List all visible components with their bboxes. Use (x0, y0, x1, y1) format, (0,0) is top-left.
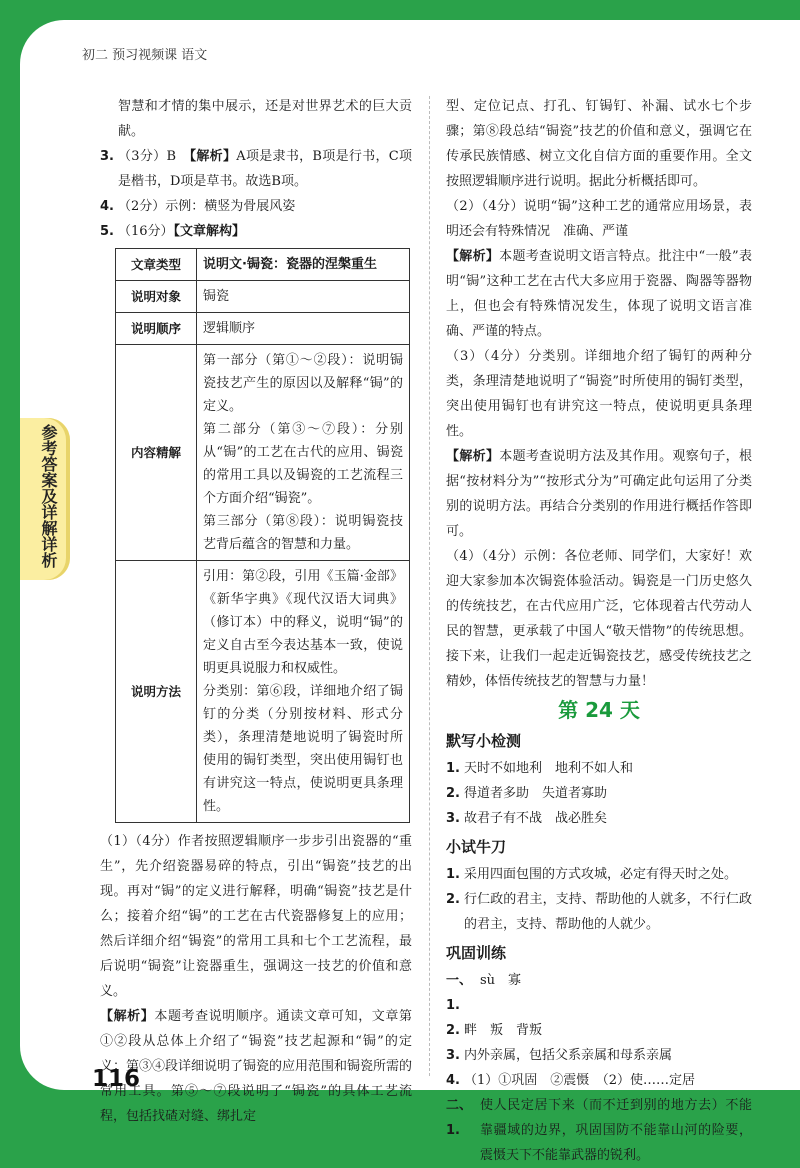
section-title-consolidation: 巩固训练 (446, 944, 507, 962)
analysis-continuation: 型、定位记点、打孔、钉锔钉、补漏、试水七个步骤；第⑧段总结“锔瓷”技艺的价值和意义，强调它在传承民族情感、树立文化自信方面的重要作用。全文按照逻辑顺序进行说明。据此分析概括即可。 (446, 99, 752, 189)
table-value: 逻辑顺序 (197, 313, 410, 345)
question-5 (100, 219, 412, 244)
list-item (446, 806, 752, 831)
list-item (446, 1043, 752, 1068)
analysis-text: 本题考查说明方法及其作用。观察句子，根据“按材料分为”“按形式分为”可确定此句运用了分类别的说明方法。再结合分类别的作用进行概括作答即可。 (446, 449, 752, 539)
table-label: 内容精解 (116, 345, 197, 561)
analysis-text: 本题考查说明顺序。通读文章可知，文章第①②段从总体上介绍了“锔瓷”技艺起源和“锔”的定义；第③④段详细说明了锔瓷的应用范围和锔瓷所需的常用工具。第⑤～⑦段说明了“锔瓷”的具体工艺流程，包括找碴对缝、绑扎定 (100, 1009, 413, 1124)
subquestion-1-analysis (100, 1004, 412, 1129)
analysis-tag: 【解析】 (100, 1009, 155, 1024)
item-number: 一、1. (446, 973, 473, 1013)
subquestion-3-analysis (446, 444, 752, 544)
question-4 (100, 194, 412, 219)
table-label: 说明顺序 (116, 313, 197, 345)
section-title-practice: 小试牛刀 (446, 838, 507, 856)
table-row (116, 345, 410, 561)
content-part-3: 第三部分（第⑧段）：说明锔瓷技艺背后蕴含的智慧和力量。 (203, 514, 403, 552)
list-item (446, 968, 752, 1018)
item-number: 4. (446, 1073, 460, 1088)
item-text: 故君子有不战 战必胜矣 (464, 811, 608, 826)
method-quote: 引用：第②段，引用《玉篇·金部》《新华字典》《现代汉语大词典》（修订本）中的释义，说明“锔”的定义自古至今表达基本一致，使说明更具说服力和权威性。 (203, 569, 403, 676)
analysis-text: 本题考查说明文语言特点。批注中“一般”表明“锔”这种工艺在古代大多应用于瓷器、陶器等器物上，但也会有特殊情况发生，体现了说明文语言准确、严谨的特点。 (446, 249, 752, 339)
answer-prefix: （16分） (118, 224, 174, 239)
table-row (116, 561, 410, 823)
table-row (116, 281, 410, 313)
item-number: 1. (446, 761, 460, 776)
item-number: 2. (446, 786, 460, 801)
answer-section-tab (20, 418, 70, 580)
content-part-1: 第一部分（第①～②段）：说明锔瓷技艺产生的原因以及解释“锔”的定义。 (203, 353, 403, 414)
structure-tag: 【文章解构】 (173, 224, 246, 239)
item-number: 3. (446, 811, 460, 826)
list-item (446, 887, 752, 937)
subquestion-4-answer: （4）（4分）示例：各位老师、同学们，大家好！欢迎大家参加本次锔瓷体验活动。锔瓷是一门历史悠久的传统技艺，在古代应用广泛，它体现着古代劳动人民的智慧，更承载了中国人“敬天惜物”的传统思想。接下来，让我们一起走近锔瓷技艺，感受传统技艺之精妙，体悟传统技艺的智慧与力量！ (446, 549, 752, 689)
answer-text: （2分）示例：横竖为骨展风姿 (118, 199, 296, 214)
table-label: 文章类型 (116, 249, 197, 281)
item-text: 内外亲属，包括父系亲属和母系亲属 (464, 1048, 673, 1063)
item-number: 二、1. (446, 1098, 473, 1138)
analysis-tag: 【解析】 (446, 449, 500, 464)
header-title: 初二 预习视频课 语文 (82, 48, 208, 63)
item-text: sù 寡 (480, 973, 522, 988)
right-column (446, 94, 752, 1168)
answer-prefix: （3分）B (118, 149, 190, 164)
carry-over-text: 智慧和才情的集中展示，还是对世界艺术的巨大贡献。 (118, 99, 412, 139)
side-tab-label: 参考答案及详解详析 (39, 424, 58, 568)
item-number: 1. (446, 867, 460, 882)
subquestion-1-answer: （1）（4分）作者按照逻辑顺序一步步引出瓷器的“重生”，先介绍瓷器易碎的特点，引出“锔瓷”技艺的出现。再对“锔”的定义进行解释，明确“锔瓷”技艺是什么；接着介绍“锔”的工艺在古代瓷器修复上的应用；然后详细介绍“锔瓷”的常用工具和七个工艺流程，最后说明“锔瓷”让瓷器重生，强调这一技艺的价值和意义。 (100, 834, 412, 999)
analysis-tag: 【解析】 (446, 249, 500, 264)
item-number: 3. (446, 1048, 460, 1063)
analysis-text: A项是隶书，B项是行书，C项是楷书，D项是草书。故选B项。 (118, 149, 412, 189)
left-column (100, 94, 412, 1129)
table-label: 说明对象 (116, 281, 197, 313)
list-item (446, 756, 752, 781)
subquestion-2-answer: （2）（4分）说明“锔”这种工艺的通常应用场景，表明还会有特殊情况 准确、严谨 (446, 199, 752, 239)
table-row (116, 313, 410, 345)
day-title: 第 24 天 (558, 698, 640, 722)
question-number: 3. (100, 149, 114, 164)
item-text: 畔 叛 背叛 (464, 1023, 543, 1038)
list-item (446, 781, 752, 806)
item-text: 使人民定居下来（而不迁到别的地方去）不能靠疆域的边界，巩固国防不能靠山河的险要，震慑天下不能靠武器的锐利。 (480, 1098, 752, 1163)
table-value: 锔瓷 (197, 281, 410, 313)
item-text: 行仁政的君主，支持、帮助他的人就多，不行仁政的君主，支持、帮助他的人就少。 (464, 892, 752, 932)
subquestion-3-answer: （3）（4分）分类别。详细地介绍了锔钉的两种分类，条理清楚地说明了“锔瓷”时所使用的锔钉类型，突出使用锔钉也有讲究这一特点，使说明更具条理性。 (446, 349, 752, 439)
analysis-tag: 【解析】 (189, 149, 237, 164)
method-classify: 分类别：第⑥段，详细地介绍了锔钉的分类（分别按材料、形式分类），条理清楚地说明了锔瓷时所使用的锔钉类型，突出使用锔钉也有讲究这一特点，使说明更具条理性。 (203, 684, 403, 814)
column-divider (429, 96, 430, 1076)
list-item (446, 862, 752, 887)
content-part-2: 第二部分（第③～⑦段）：分别从“锔”的工艺在古代的应用、锔瓷的常用工具以及锔瓷的工艺流程三个方面介绍“锔瓷”。 (203, 422, 403, 506)
item-number: 2. (446, 1023, 460, 1038)
subquestion-2-analysis (446, 244, 752, 344)
section-title-dictation: 默写小检测 (446, 732, 522, 750)
item-text: 天时不如地利 地利不如人和 (464, 761, 634, 776)
page-sheet (20, 20, 800, 1163)
table-value (197, 345, 410, 561)
table-row (116, 249, 410, 281)
item-text: （1）①巩固 ②震慑 （2）使……定居 (464, 1073, 696, 1088)
table-label: 说明方法 (116, 561, 197, 823)
table-value: 说明文·锔瓷：瓷器的涅槃重生 (197, 249, 410, 281)
item-number: 2. (446, 892, 460, 907)
item-text: 得道者多助 失道者寡助 (464, 786, 608, 801)
table-value (197, 561, 410, 823)
item-text: 采用四面包围的方式攻城，必定有得天时之处。 (464, 867, 738, 882)
list-item (446, 1093, 752, 1168)
list-item (446, 1068, 752, 1093)
question-number: 4. (100, 199, 114, 214)
article-structure-table (115, 248, 410, 823)
question-number: 5. (100, 224, 114, 239)
list-item (446, 1018, 752, 1043)
question-3 (100, 144, 412, 194)
page-number: 116 (92, 1066, 141, 1092)
